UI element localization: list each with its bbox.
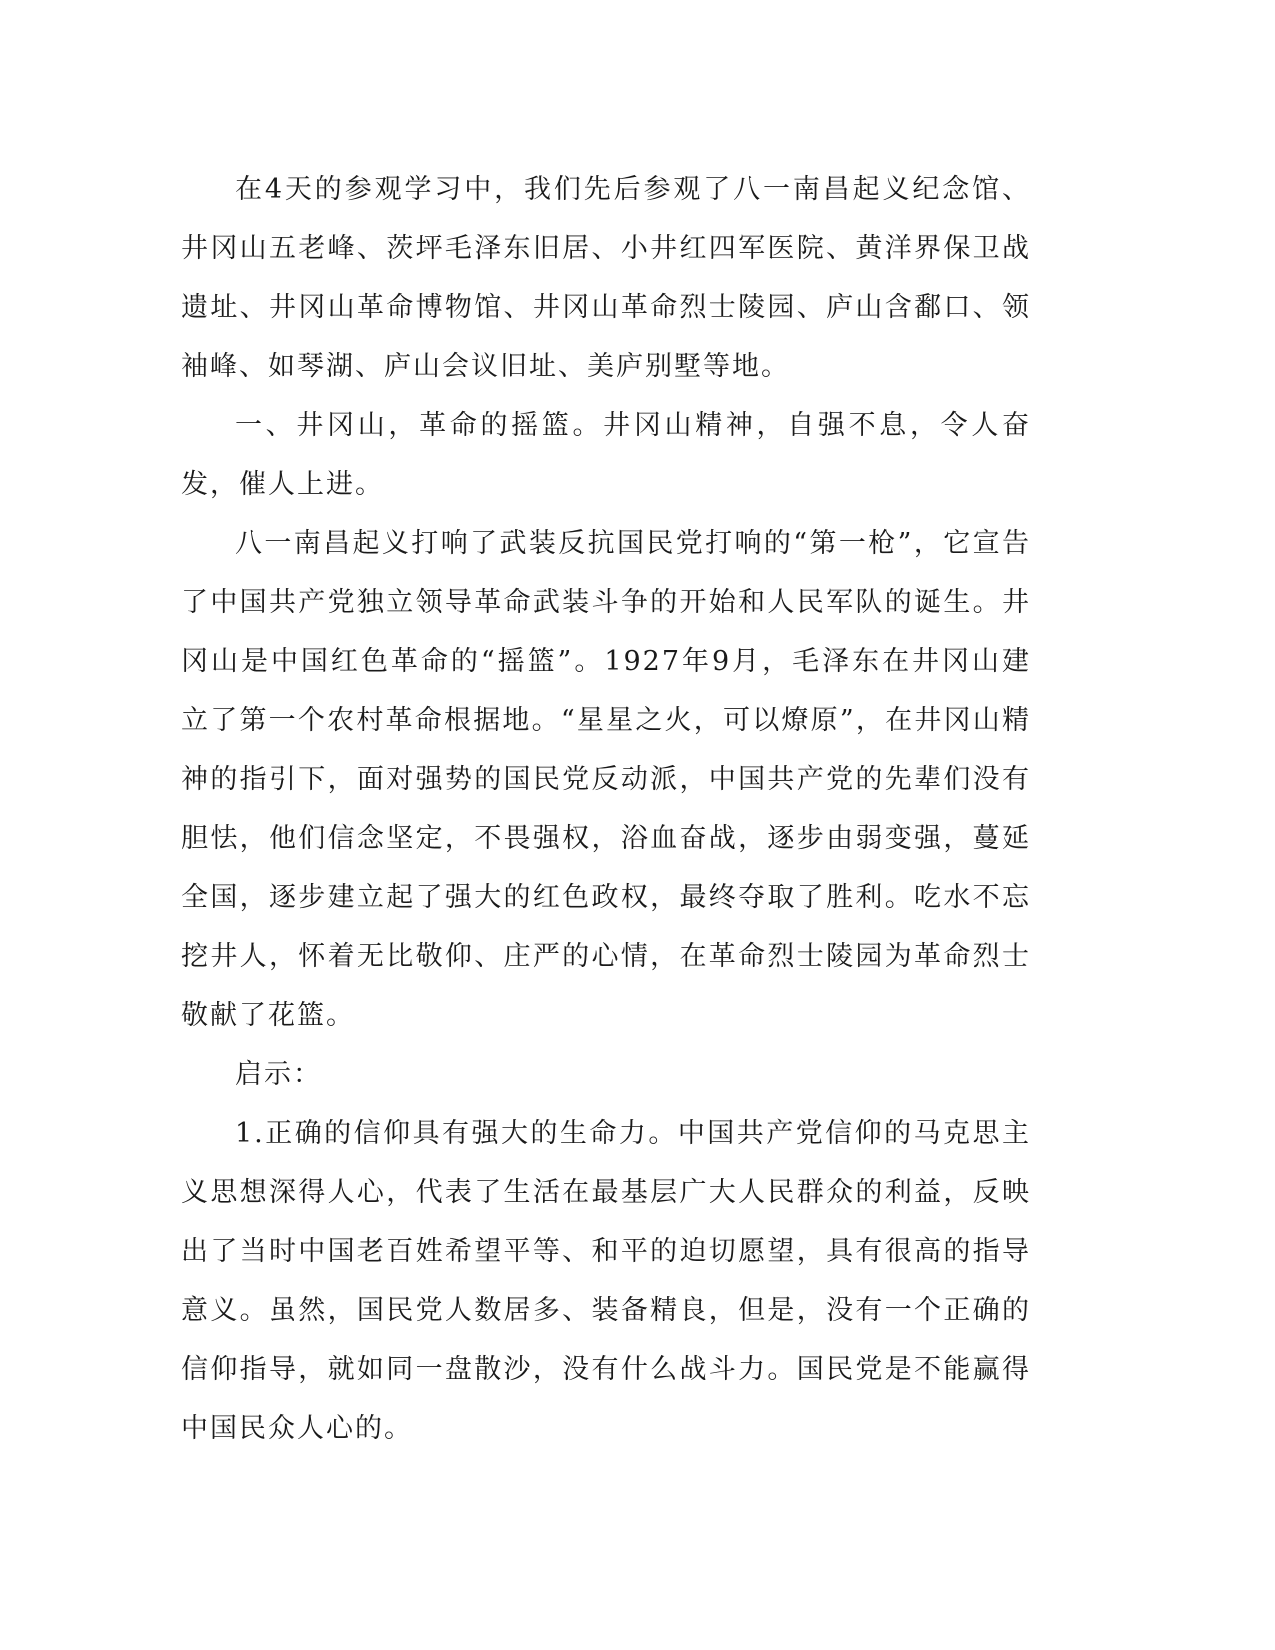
- paragraph-revelation-1: 1.正确的信仰具有强大的生命力。中国共产党信仰的马克思主义思想深得人心，代表了生活在最基层广大人民群众的利益，反映出了当时中国老百姓希望平等、和平的迫切愿望，具有很高的指导意义。虽然，国民党人数居多、装备精良，但是，没有一个正确的信仰指导，就如同一盘散沙，没有什么战斗力。国民党是不能赢得中国民众人心的。: [181, 1118, 1031, 1444]
- document-body: [181, 160, 1031, 1458]
- paragraph-revelation-label: 启示：: [235, 1059, 322, 1090]
- paragraph-history: 八一南昌起义打响了武装反抗国民党打响的“第一枪”，它宣告了中国共产党独立领导革命武装斗争的开始和人民军队的诞生。井冈山是中国红色革命的“摇篮”。1927年9月，毛泽东在井冈山建立了第一个农村革命根据地。“星星之火，可以燎原”，在井冈山精神的指引下，面对强势的国民党反动派，中国共产党的先辈们没有胆怯，他们信念坚定，不畏强权，浴血奋战，逐步由弱变强，蔓延全国，逐步建立起了强大的红色政权，最终夺取了胜利。吃水不忘挖井人，怀着无比敬仰、庄严的心情，在革命烈士陵园为革命烈士敬献了花篮。: [181, 528, 1031, 1031]
- paragraph-section-heading: 一、井冈山，革命的摇篮。井冈山精神，自强不息，令人奋发，催人上进。: [181, 410, 1031, 500]
- paragraph-itinerary: 在4天的参观学习中，我们先后参观了八一南昌起义纪念馆、井冈山五老峰、茨坪毛泽东旧居、小井红四军医院、黄洋界保卫战遗址、井冈山革命博物馆、井冈山革命烈士陵园、庐山含鄱口、领袖峰、如琴湖、庐山会议旧址、美庐别墅等地。: [181, 174, 1031, 382]
